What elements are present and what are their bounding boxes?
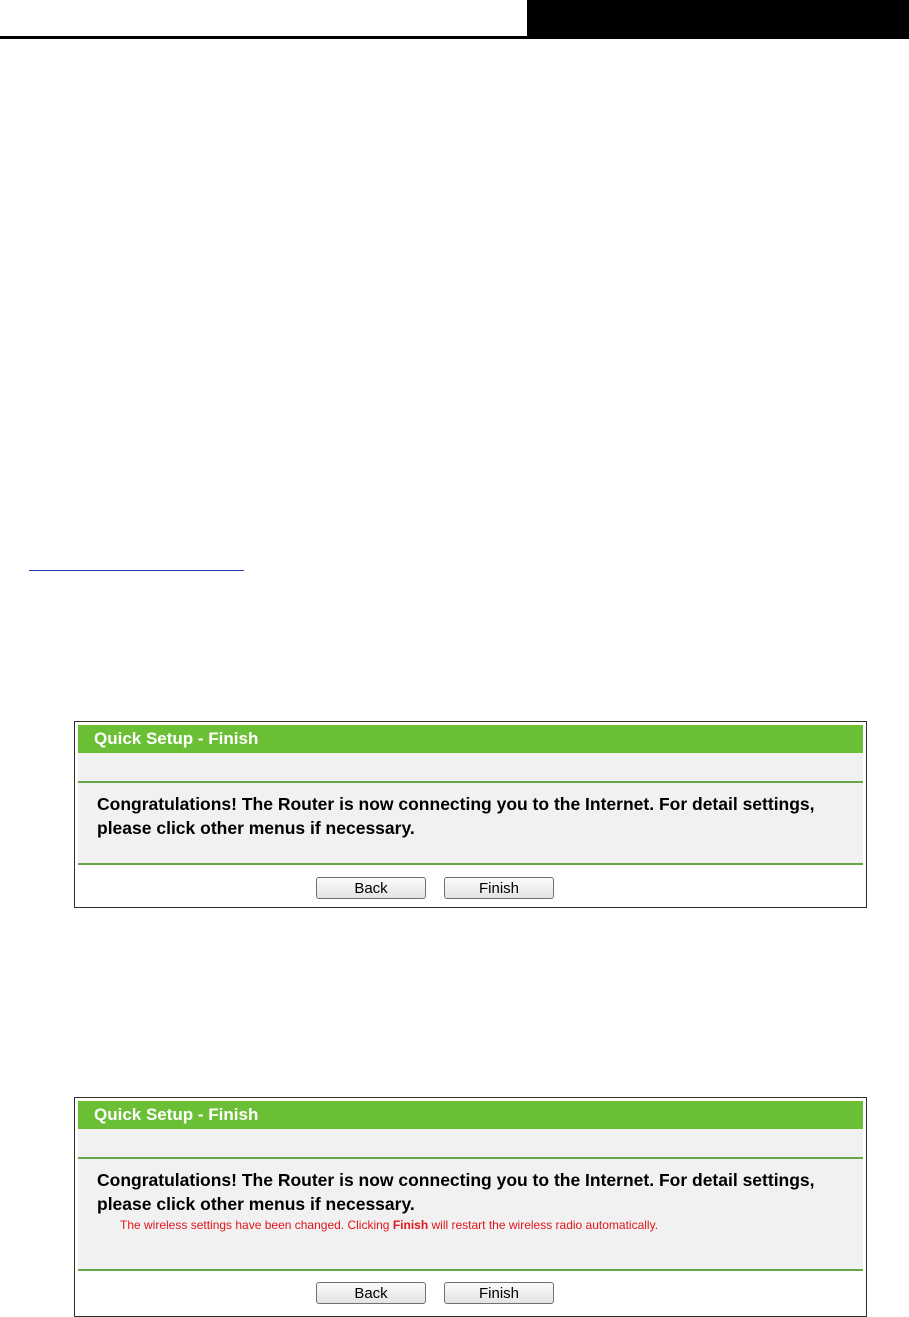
header-black-block	[527, 0, 909, 39]
hyperlink-underline	[29, 570, 244, 571]
panel-spacer-row	[78, 753, 863, 781]
finish-button[interactable]: Finish	[444, 877, 554, 899]
header-rule	[0, 36, 909, 39]
button-row	[78, 1271, 863, 1314]
button-row	[78, 865, 863, 905]
finish-button[interactable]: Finish	[444, 1282, 554, 1304]
panel-body	[78, 1159, 863, 1269]
panel-title: Quick Setup - Finish	[78, 725, 863, 753]
congratulations-message: Congratulations! The Router is now connecting you to the Internet. For detail settings, please click other menus if necessary.	[97, 1170, 815, 1214]
quick-setup-finish-panel	[74, 721, 867, 908]
panel-body	[78, 783, 863, 863]
back-button[interactable]: Back	[316, 1282, 426, 1304]
quick-setup-finish-panel-wireless	[74, 1097, 867, 1317]
congratulations-message: Congratulations! The Router is now connecting you to the Internet. For detail settings, please click other menus if necessary.	[97, 794, 815, 838]
wireless-warning-message	[120, 1218, 658, 1232]
warning-finish-emphasis: Finish	[392, 1218, 429, 1232]
back-button[interactable]: Back	[316, 877, 426, 899]
warning-text-end: will restart the wireless radio automatically.	[428, 1218, 659, 1232]
panel-spacer-row	[78, 1129, 863, 1157]
panel-title: Quick Setup - Finish	[78, 1101, 863, 1129]
warning-text: The wireless settings have been changed. Clicking	[120, 1218, 393, 1232]
